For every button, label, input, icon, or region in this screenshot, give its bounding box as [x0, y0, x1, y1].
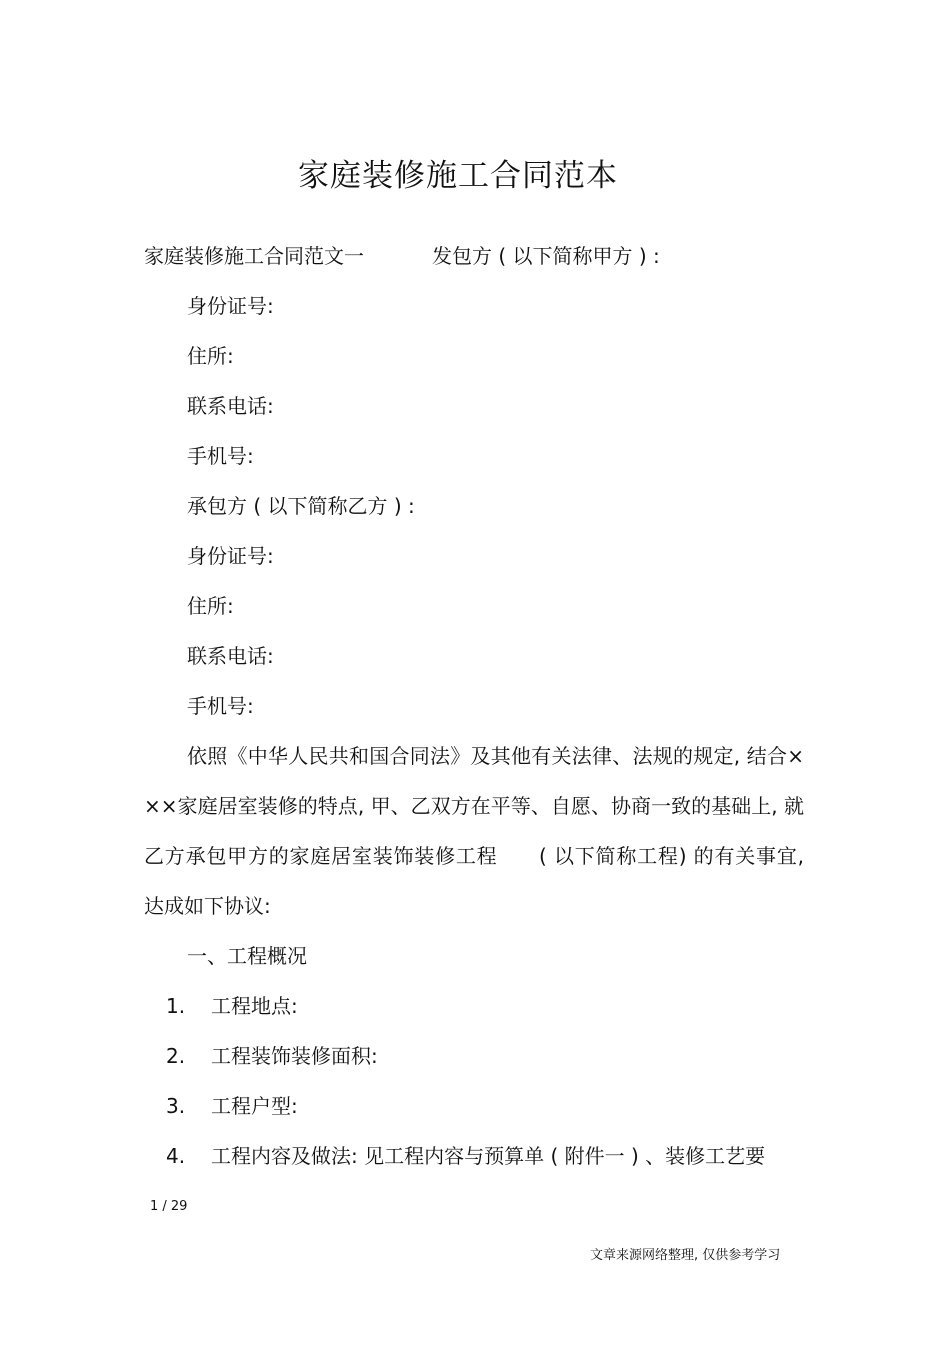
- document-title: 家庭装修施工合同范本: [298, 158, 618, 194]
- party-a-heading: 发包方 ( 以下简称甲方 ) :: [432, 244, 660, 268]
- intro-line: [144, 241, 660, 271]
- list-item-text: 工程户型:: [211, 1094, 298, 1118]
- preamble-paragraph: 依照《中华人民共和国合同法》及其他有关法律、法规的规定, 结合×××家庭居室装修的特点, 甲、乙双方在平等、自愿、协商一致的基础上, 就乙方承包甲方的家庭居室装饰装修工程 ( 以下简称工程) 的有关事宜, 达成如下协议:: [144, 744, 804, 918]
- list-item-number: 4.: [166, 1144, 186, 1168]
- list-item-number: 2.: [166, 1044, 186, 1068]
- list-item: [0, 1041, 950, 1071]
- party-a-address-label: 住所:: [187, 344, 234, 368]
- footer-note: 文章来源网络整理, 仅供参考学习: [590, 1248, 781, 1263]
- party-b-address-label: 住所:: [187, 594, 234, 618]
- list-item-text: 工程地点:: [211, 994, 298, 1018]
- party-a-id-label: 身份证号:: [187, 294, 274, 318]
- list-item: [0, 1091, 950, 1121]
- list-item: [0, 1141, 950, 1171]
- list-item-text: 工程装饰装修面积:: [211, 1044, 378, 1068]
- list-item: [0, 991, 950, 1021]
- page-indicator: 1 / 29: [150, 1199, 188, 1214]
- party-b-heading: 承包方 ( 以下简称乙方 ) :: [187, 494, 415, 518]
- party-b-phone-label: 联系电话:: [187, 644, 274, 668]
- party-a-phone-label: 联系电话:: [187, 394, 274, 418]
- list-item-text: 工程内容及做法: 见工程内容与预算单 ( 附件一 ) 、装修工艺要: [211, 1144, 766, 1168]
- list-item-number: 3.: [166, 1094, 186, 1118]
- party-b-id-label: 身份证号:: [187, 544, 274, 568]
- party-b-mobile-label: 手机号:: [187, 694, 254, 718]
- party-a-mobile-label: 手机号:: [187, 444, 254, 468]
- section-heading: 一、工程概况: [187, 944, 307, 968]
- intro-left-text: 家庭装修施工合同范文一: [144, 244, 364, 268]
- list-item-number: 1.: [166, 994, 186, 1018]
